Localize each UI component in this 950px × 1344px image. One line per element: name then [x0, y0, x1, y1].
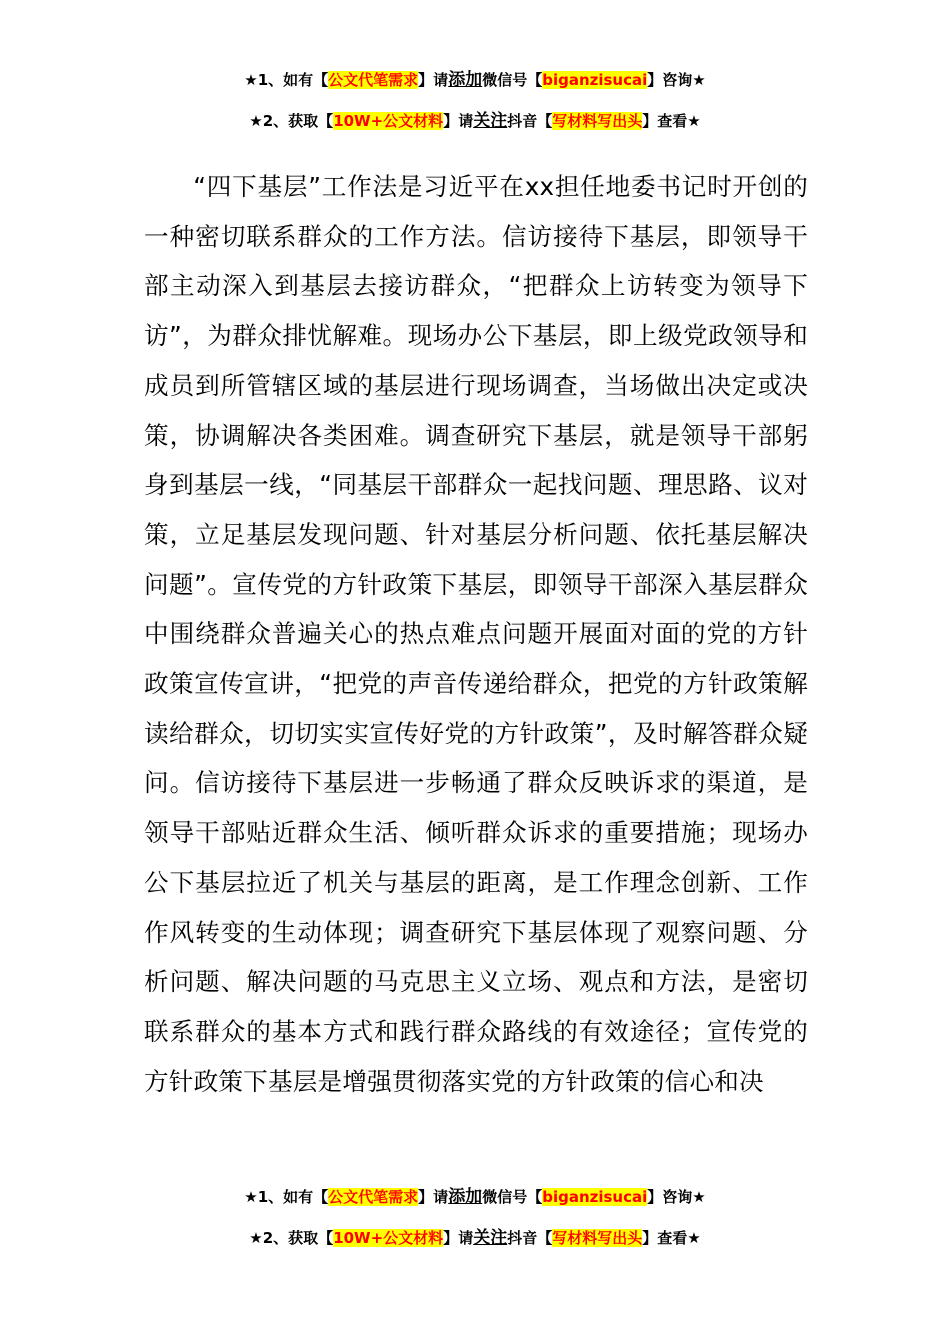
header-line1-prefix: ★1、如有【: [244, 71, 329, 89]
footer-line2-prefix: ★2、获取【: [249, 1229, 334, 1247]
header-line1-mid1: 】请: [418, 71, 449, 89]
footer-line1-suffix: 】咨询★: [647, 1188, 706, 1206]
footer-line1-prefix: ★1、如有【: [244, 1188, 329, 1206]
header-ad-line-2: [0, 111, 950, 131]
footer-line1-mid1: 】请: [418, 1188, 449, 1206]
header-line1-suffix: 】咨询★: [647, 71, 706, 89]
footer-ad-line-2: [0, 1228, 950, 1248]
footer-line1-highlight-service: 公文代笔需求: [328, 1188, 419, 1206]
body-paragraph: “四下基层”工作法是习近平在xx担任地委书记时开创的一种密切联系群众的工作方法。信访接待下基层，即领导干部主动深入到基层去接访群众，“把群众上访转变为领导下访”，为群众排忧解难。现场办公下基层，即上级党政领导和成员到所管辖区域的基层进行现场调查，当场做出决定或决策，协调解决各类困难。调查研究下基层，就是领导干部躬身到基层一线，“同基层干部群众一起找问题、理思路、议对策，立足基层发现问题、针对基层分析问题、依托基层解决问题”。宣传党的方针政策下基层，即领导干部深入基层群众中围绕群众普遍关心的热点难点问题开展面对面的党的方针政策宣传宣讲，“把党的声音传递给群众，把党的方针政策解读给群众，切切实实宣传好党的方针政策”，及时解答群众疑问。信访接待下基层进一步畅通了群众反映诉求的渠道，是领导干部贴近群众生活、倾听群众诉求的重要措施；现场办公下基层拉近了机关与基层的距离，是工作理念创新、工作作风转变的生动体现；调查研究下基层体现了观察问题、分析问题、解决问题的马克思主义立场、观点和方法，是密切联系群众的基本方式和践行群众路线的有效途径；宣传党的方针政策下基层是增强贯彻落实党的方针政策的信心和决: [144, 172, 808, 1096]
footer-line2-mid2: 抖音【: [507, 1229, 553, 1247]
header-line2-mid1: 】请: [443, 112, 474, 130]
header-line2-mid2: 抖音【: [507, 112, 553, 130]
header-ad-line-1: [0, 70, 950, 90]
footer-line2-suffix: 】查看★: [642, 1229, 701, 1247]
header-line2-highlight-douyin: 写材料写出头: [552, 112, 643, 130]
header-line1-emphasis: 添加: [448, 70, 483, 90]
footer-line2-mid1: 】请: [443, 1229, 474, 1247]
header-line2-prefix: ★2、获取【: [249, 112, 334, 130]
footer-line2-emphasis: 关注: [473, 1228, 508, 1248]
header-line1-mid2: 微信号【: [482, 71, 543, 89]
header-line2-emphasis: 关注: [473, 111, 508, 131]
header-line1-highlight-service: 公文代笔需求: [328, 71, 419, 89]
footer-line1-highlight-wechat-id: biganzisucai: [542, 1188, 648, 1206]
footer-line2-highlight-douyin: 写材料写出头: [552, 1229, 643, 1247]
header-line2-highlight-materials: 10W+公文材料: [333, 112, 444, 130]
header-line2-suffix: 】查看★: [642, 112, 701, 130]
footer-line1-emphasis: 添加: [448, 1187, 483, 1207]
header-line1-highlight-wechat-id: biganzisucai: [542, 71, 648, 89]
footer-line2-highlight-materials: 10W+公文材料: [333, 1229, 444, 1247]
footer-ad-line-1: [0, 1187, 950, 1207]
footer-line1-mid2: 微信号【: [482, 1188, 543, 1206]
